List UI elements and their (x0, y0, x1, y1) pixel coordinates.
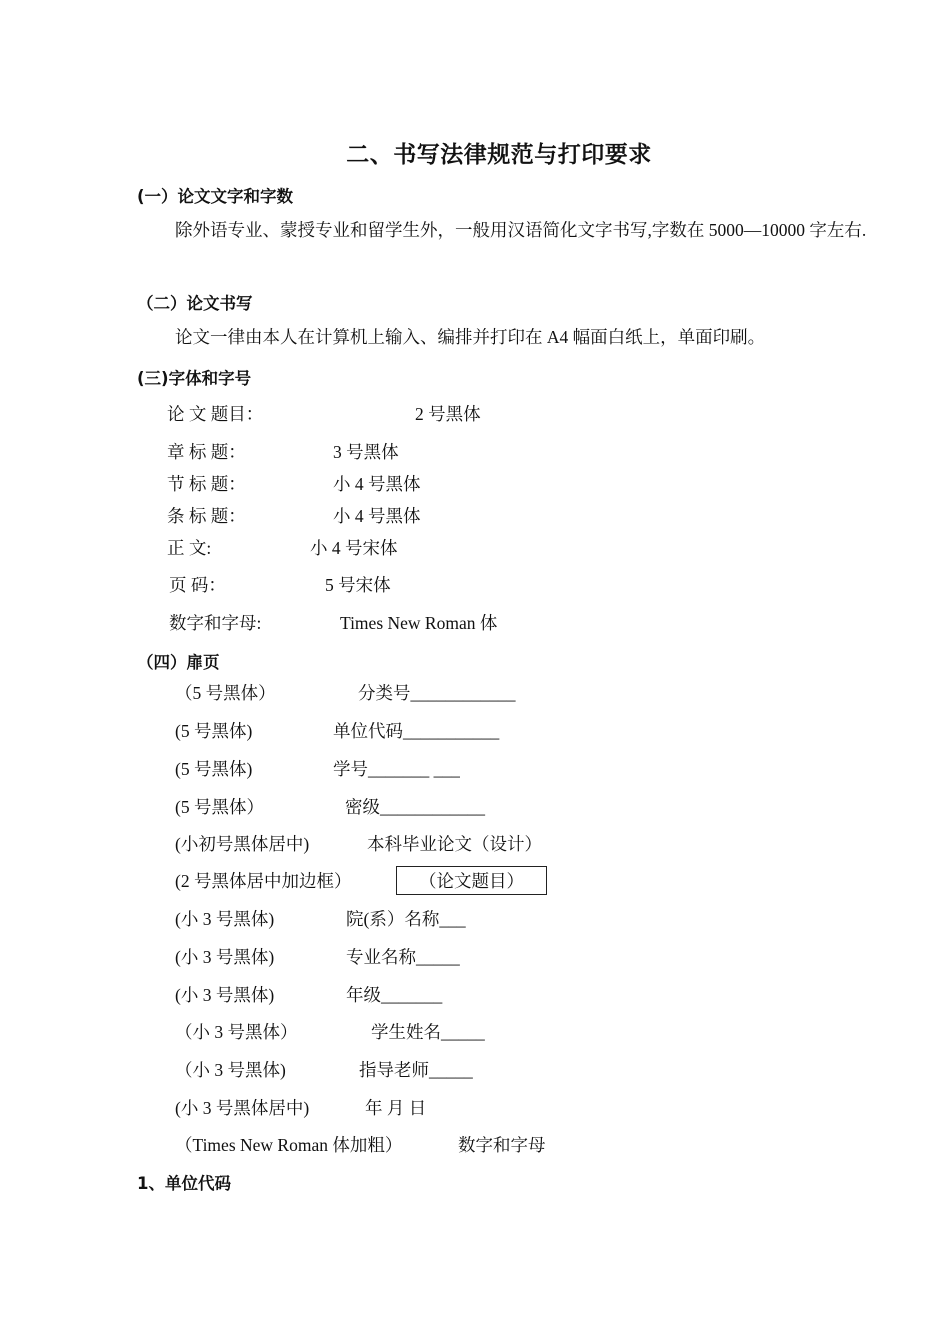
title-page-note: (小 3 号黑体) (175, 909, 275, 929)
title-page-field: 分类号____________ (358, 683, 516, 703)
section-heading-1: (一）论文文字和字数 (137, 187, 294, 206)
font-spec-value: 小 4 号宋体 (310, 538, 398, 558)
title-page-field: 数字和字母 (458, 1135, 546, 1155)
font-spec-label: 页 码： (169, 575, 226, 595)
font-spec-label: 论 文 题目： (167, 404, 264, 424)
section-paragraph-2: 论文一律由本人在计算机上输入、编排并打印在 A4 幅面白纸上，单面印刷。 (175, 327, 766, 347)
title-page-note: (小 3 号黑体) (175, 985, 275, 1005)
title-page-note: (小 3 号黑体居中) (175, 1098, 310, 1118)
title-page-note: (小 3 号黑体) (175, 947, 275, 967)
font-spec-value: 3 号黑体 (333, 442, 399, 462)
section-paragraph-1: 除外语专业、蒙授专业和留学生外，一般用汉语简化文字书写,字数在 5000—10000 字左右. (175, 220, 867, 240)
title-page-field: 密级____________ (345, 797, 485, 817)
title-page-field: 专业名称_____ (346, 947, 460, 967)
title-page-field: 年 月 日 (365, 1098, 427, 1118)
title-page-field: 指导老师_____ (359, 1060, 473, 1080)
thesis-title-box: （论文题目） (396, 866, 547, 895)
font-spec-value: Times New Roman 体 (340, 613, 498, 633)
font-spec-label: 数字和字母: (169, 613, 262, 633)
title-page-field: 本科毕业论文（设计） (367, 834, 542, 854)
section-heading-3: (三)字体和字号 (137, 369, 252, 388)
font-spec-value: 5 号宋体 (325, 575, 391, 595)
font-spec-value: 2 号黑体 (415, 404, 481, 424)
title-page-note: （小 3 号黑体) (175, 1060, 286, 1080)
subsection-heading-unit-code: 1、单位代码 (137, 1174, 231, 1193)
title-page-field: 年级_______ (346, 985, 443, 1005)
title-page-field: 学生姓名_____ (371, 1022, 485, 1042)
font-spec-label: 条 标 题： (167, 506, 246, 526)
title-page-field: 单位代码___________ (333, 721, 500, 741)
title-page-note: （小 3 号黑体） (175, 1022, 298, 1042)
font-spec-label: 章 标 题： (167, 442, 246, 462)
font-spec-value: 小 4 号黑体 (333, 474, 421, 494)
section-heading-2: （二）论文书写 (137, 294, 253, 313)
title-page-note: （5 号黑体） (175, 683, 276, 703)
section-heading-4: （四）扉页 (137, 653, 220, 672)
title-page-note: (5 号黑体) (175, 759, 253, 779)
page-title: 二、书写法律规范与打印要求 (346, 142, 652, 168)
title-page-field: 院(系）名称___ (346, 909, 466, 929)
title-page-note: (5 号黑体) (175, 721, 253, 741)
font-spec-label: 节 标 题： (167, 474, 246, 494)
title-page-note: (小初号黑体居中) (175, 834, 310, 854)
font-spec-value: 小 4 号黑体 (333, 506, 421, 526)
title-page-note: (5 号黑体） (175, 797, 264, 817)
title-page-note: （Times New Roman 体加粗） (175, 1135, 403, 1155)
title-page-note: (2 号黑体居中加边框） (175, 871, 352, 891)
title-page-field: 学号_______ ___ (333, 759, 460, 779)
font-spec-label: 正 文: (167, 538, 212, 558)
